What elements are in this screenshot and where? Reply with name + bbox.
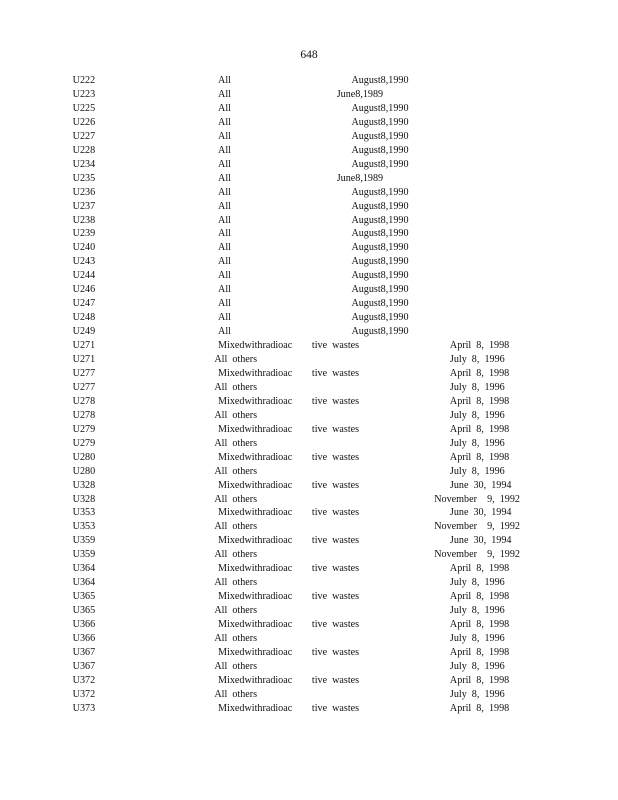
waste-category: All others — [214, 548, 258, 561]
waste-category-continued: tive wastes — [311, 478, 360, 491]
waste-category: All — [218, 283, 231, 296]
waste-category: All — [218, 297, 231, 310]
waste-category-continued: tive wastes — [311, 645, 360, 658]
waste-category-continued: tive wastes — [311, 422, 360, 435]
effective-date: August8,1990 — [351, 213, 409, 226]
waste-category: All — [218, 87, 231, 100]
effective-date: April 8, 1998 — [449, 422, 510, 435]
waste-code: U353 — [72, 520, 96, 533]
waste-code: U280 — [72, 464, 96, 477]
waste-category-continued: tive wastes — [311, 506, 360, 519]
waste-category: Mixedwithradioac — [218, 339, 293, 352]
waste-category-continued: tive wastes — [311, 366, 360, 379]
effective-date: June 30, 1994 — [449, 478, 512, 491]
effective-date: April 8, 1998 — [449, 673, 510, 686]
effective-date: August8,1990 — [351, 255, 409, 268]
effective-date: April 8, 1998 — [449, 562, 510, 575]
table-row — [0, 701, 569, 715]
waste-code: U235 — [72, 171, 96, 184]
waste-code: U367 — [72, 645, 96, 658]
waste-code: U359 — [72, 548, 96, 561]
waste-code: U227 — [72, 129, 96, 142]
waste-category: Mixedwithradioac — [218, 478, 293, 491]
waste-category: All others — [214, 687, 258, 700]
table-row — [0, 101, 569, 115]
waste-category: Mixedwithradioac — [218, 450, 293, 463]
waste-code: U240 — [72, 241, 96, 254]
table-row — [0, 366, 569, 380]
table-row — [0, 338, 569, 352]
effective-date: July 8, 1996 — [449, 632, 505, 644]
table-row — [0, 533, 569, 547]
waste-code: U246 — [72, 283, 96, 296]
waste-category-continued: tive wastes — [311, 339, 360, 352]
waste-category: Mixedwithradioac — [218, 394, 293, 407]
effective-date: April 8, 1998 — [449, 339, 510, 352]
effective-date: July 8, 1996 — [449, 353, 505, 365]
effective-date: November 9, 1992 — [434, 520, 520, 533]
waste-code: U277 — [72, 366, 96, 379]
waste-category: Mixedwithradioac — [218, 534, 293, 547]
waste-category-continued: tive wastes — [311, 590, 360, 603]
effective-date: August8,1990 — [351, 185, 409, 198]
waste-code: U239 — [72, 227, 96, 240]
waste-code: U366 — [72, 632, 96, 644]
effective-date: August8,1990 — [351, 241, 409, 254]
effective-date: June 30, 1994 — [449, 534, 512, 547]
waste-code: U359 — [72, 534, 96, 547]
effective-date: July 8, 1996 — [449, 464, 505, 477]
waste-code: U373 — [72, 701, 96, 714]
waste-category-continued: tive wastes — [311, 618, 360, 631]
waste-category: All — [218, 129, 231, 142]
table-row — [0, 519, 569, 533]
effective-date: August8,1990 — [351, 74, 409, 86]
table-row — [0, 450, 569, 464]
table-row — [0, 603, 569, 617]
waste-code: U365 — [72, 604, 96, 617]
waste-code: U279 — [72, 436, 96, 449]
waste-code: U225 — [72, 101, 96, 114]
waste-code: U328 — [72, 492, 96, 505]
waste-category: Mixedwithradioac — [218, 590, 293, 603]
table-row — [0, 673, 569, 687]
table-row — [0, 296, 569, 310]
waste-category: Mixedwithradioac — [218, 701, 293, 714]
waste-category: Mixedwithradioac — [218, 673, 293, 686]
effective-date: July 8, 1996 — [449, 604, 505, 617]
table-row — [0, 394, 569, 408]
waste-category-continued: tive wastes — [311, 673, 360, 686]
table-row — [0, 561, 569, 575]
effective-date: August8,1990 — [351, 115, 409, 128]
waste-category: All — [218, 227, 231, 240]
waste-code: U222 — [72, 74, 96, 86]
table-row — [0, 226, 569, 240]
waste-code: U328 — [72, 478, 96, 491]
table-row — [0, 575, 569, 589]
effective-date: June8,1989 — [336, 87, 384, 100]
waste-code: U280 — [72, 450, 96, 463]
effective-date: July 8, 1996 — [449, 576, 505, 589]
waste-category: All others — [214, 604, 258, 617]
table-row — [0, 171, 569, 185]
waste-category: All others — [214, 380, 258, 393]
table-row — [0, 87, 569, 101]
waste-code: U364 — [72, 576, 96, 589]
table-row — [0, 631, 569, 645]
waste-category: Mixedwithradioac — [218, 645, 293, 658]
waste-code: U247 — [72, 297, 96, 310]
table-row — [0, 436, 569, 450]
waste-category-continued: tive wastes — [311, 534, 360, 547]
waste-category: All — [218, 325, 231, 338]
waste-code: U244 — [72, 269, 96, 282]
effective-date: April 8, 1998 — [449, 645, 510, 658]
waste-category: All others — [214, 353, 258, 365]
waste-code: U271 — [72, 339, 96, 352]
effective-date: July 8, 1996 — [449, 436, 505, 449]
effective-date: July 8, 1996 — [449, 408, 505, 421]
waste-category-continued: tive wastes — [311, 701, 360, 714]
waste-category: Mixedwithradioac — [218, 618, 293, 631]
waste-category: All — [218, 199, 231, 212]
waste-code: U366 — [72, 618, 96, 631]
waste-code: U279 — [72, 422, 96, 435]
effective-date: July 8, 1996 — [449, 380, 505, 393]
effective-date: August8,1990 — [351, 283, 409, 296]
table-row — [0, 254, 569, 268]
table-row — [0, 324, 569, 338]
waste-code: U372 — [72, 687, 96, 700]
effective-date: November 9, 1992 — [434, 492, 520, 505]
table-row — [0, 645, 569, 659]
waste-code: U234 — [72, 157, 96, 170]
table-row — [0, 282, 569, 296]
effective-date: August8,1990 — [351, 227, 409, 240]
table-row — [0, 185, 569, 199]
effective-date: August8,1990 — [351, 311, 409, 324]
effective-date: April 8, 1998 — [449, 618, 510, 631]
waste-code: U278 — [72, 408, 96, 421]
waste-category-continued: tive wastes — [311, 450, 360, 463]
waste-category: Mixedwithradioac — [218, 562, 293, 575]
table-row — [0, 240, 569, 254]
effective-date: August8,1990 — [351, 297, 409, 310]
waste-code: U278 — [72, 394, 96, 407]
waste-code: U249 — [72, 325, 96, 338]
waste-code: U236 — [72, 185, 96, 198]
waste-category: All — [218, 143, 231, 156]
waste-category: All — [218, 269, 231, 282]
waste-category: All others — [214, 464, 258, 477]
effective-date: April 8, 1998 — [449, 366, 510, 379]
table-row — [0, 380, 569, 394]
effective-date: April 8, 1998 — [449, 590, 510, 603]
waste-category: All others — [214, 632, 258, 644]
waste-category: All — [218, 101, 231, 114]
effective-date: August8,1990 — [351, 143, 409, 156]
waste-category: All others — [214, 408, 258, 421]
effective-date: April 8, 1998 — [449, 450, 510, 463]
table-row — [0, 310, 569, 324]
waste-category: All others — [214, 520, 258, 533]
table-row — [0, 589, 569, 603]
waste-code: U243 — [72, 255, 96, 268]
waste-category-continued: tive wastes — [311, 562, 360, 575]
waste-category: All others — [214, 576, 258, 589]
table-row — [0, 687, 569, 701]
effective-date: November 9, 1992 — [434, 548, 520, 561]
table-row — [0, 199, 569, 213]
effective-date: April 8, 1998 — [449, 394, 510, 407]
table-row — [0, 352, 569, 366]
effective-date: August8,1990 — [351, 157, 409, 170]
table-row — [0, 213, 569, 227]
waste-category: All others — [214, 659, 258, 672]
effective-date: April 8, 1998 — [449, 701, 510, 714]
effective-date: June 30, 1994 — [449, 506, 512, 519]
waste-category: All — [218, 255, 231, 268]
table-row — [0, 492, 569, 506]
waste-category: All — [218, 213, 231, 226]
table-row — [0, 115, 569, 129]
page-number: 648 — [300, 49, 318, 61]
effective-date: August8,1990 — [351, 129, 409, 142]
waste-category: Mixedwithradioac — [218, 422, 293, 435]
effective-date: August8,1990 — [351, 269, 409, 282]
table-row — [0, 617, 569, 631]
table-row — [0, 464, 569, 478]
table-row — [0, 422, 569, 436]
table-row — [0, 129, 569, 143]
waste-category: All — [218, 115, 231, 128]
effective-date: July 8, 1996 — [449, 659, 505, 672]
table-row — [0, 478, 569, 492]
table-row — [0, 408, 569, 422]
waste-category: All others — [214, 492, 258, 505]
table-row — [0, 73, 569, 87]
waste-category-continued: tive wastes — [311, 394, 360, 407]
table-row — [0, 505, 569, 519]
waste-category: All — [218, 171, 231, 184]
waste-category: All — [218, 241, 231, 254]
waste-category: Mixedwithradioac — [218, 366, 293, 379]
table-row — [0, 268, 569, 282]
effective-date: August8,1990 — [351, 199, 409, 212]
waste-code: U271 — [72, 353, 96, 365]
waste-code: U237 — [72, 199, 96, 212]
waste-code: U238 — [72, 213, 96, 226]
table-row — [0, 157, 569, 171]
effective-date: August8,1990 — [351, 325, 409, 338]
effective-date: June8,1989 — [336, 171, 384, 184]
table-row — [0, 659, 569, 673]
waste-category: All others — [214, 436, 258, 449]
waste-code: U367 — [72, 659, 96, 672]
waste-code: U364 — [72, 562, 96, 575]
waste-code: U226 — [72, 115, 96, 128]
waste-code: U353 — [72, 506, 96, 519]
table-row — [0, 547, 569, 561]
waste-code: U223 — [72, 87, 96, 100]
waste-category: All — [218, 185, 231, 198]
waste-code: U228 — [72, 143, 96, 156]
waste-category: All — [218, 74, 231, 86]
waste-category: All — [218, 311, 231, 324]
effective-date: July 8, 1996 — [449, 687, 505, 700]
waste-code: U372 — [72, 673, 96, 686]
effective-date: August8,1990 — [351, 101, 409, 114]
waste-category: All — [218, 157, 231, 170]
waste-category: Mixedwithradioac — [218, 506, 293, 519]
waste-code: U277 — [72, 380, 96, 393]
waste-code: U365 — [72, 590, 96, 603]
waste-code: U248 — [72, 311, 96, 324]
table-row — [0, 143, 569, 157]
